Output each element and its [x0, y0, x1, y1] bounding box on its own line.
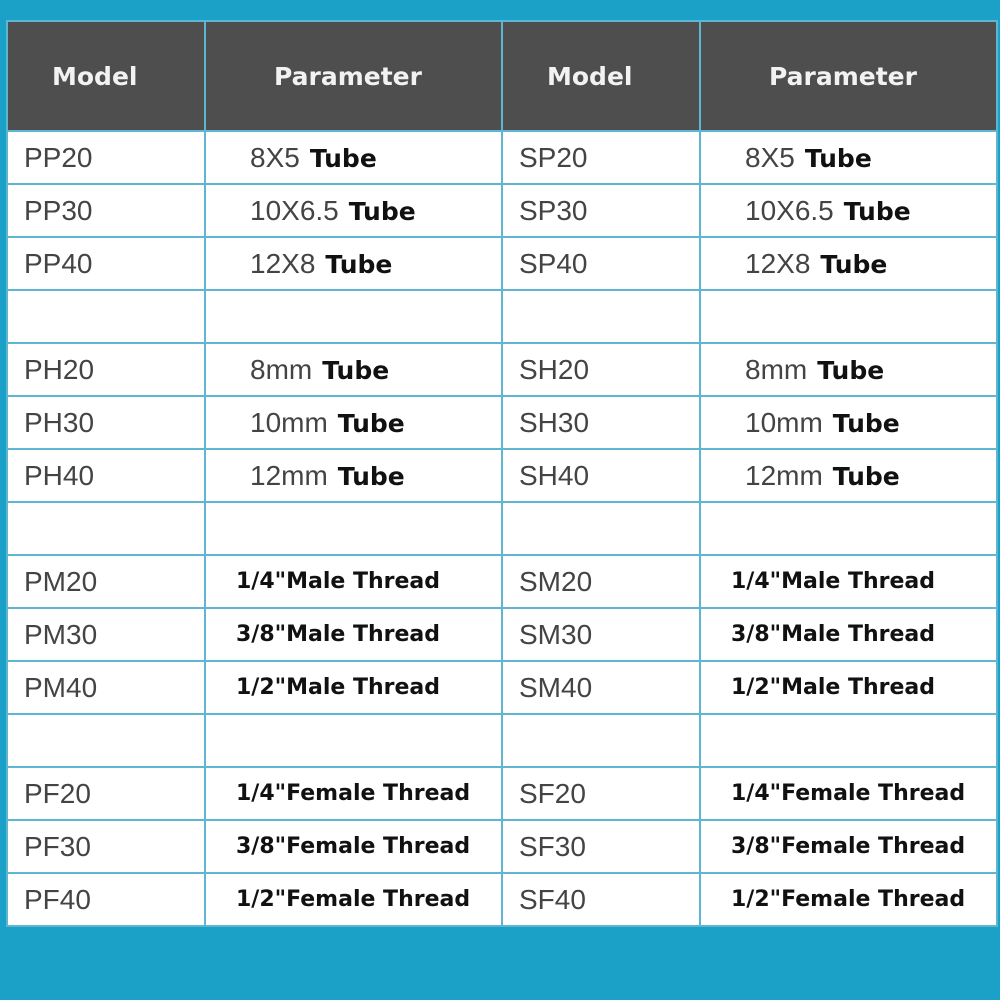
unit-text: Tube — [843, 196, 911, 226]
model-cell: PM30 — [7, 608, 205, 661]
parameter-cell — [700, 184, 997, 237]
parameter-cell — [700, 343, 997, 396]
parameter-cell — [700, 237, 997, 290]
table-row — [7, 555, 997, 608]
table-row — [7, 184, 997, 237]
parameter-cell — [205, 449, 502, 502]
size-text: 10mm — [745, 406, 823, 438]
table-row — [7, 396, 997, 449]
parameter-cell: 1/2"Male Thread — [700, 661, 997, 714]
parameter-cell: 1/4"Female Thread — [700, 767, 997, 820]
unit-text: Tube — [820, 249, 888, 279]
model-cell: PP30 — [7, 184, 205, 237]
parameter-cell — [205, 184, 502, 237]
size-text: 8mm — [250, 353, 313, 385]
size-text: 12mm — [745, 459, 823, 491]
model-cell: SP40 — [502, 237, 700, 290]
size-text: 12X8 — [745, 247, 811, 279]
empty-cell — [7, 714, 205, 767]
table-row — [7, 873, 997, 926]
size-text: 8X5 — [745, 141, 795, 173]
model-cell: SF40 — [502, 873, 700, 926]
size-text: 10X6.5 — [745, 194, 834, 226]
unit-text: Tube — [832, 461, 900, 491]
empty-cell — [700, 290, 997, 343]
model-cell: PF20 — [7, 767, 205, 820]
parameter-cell — [700, 449, 997, 502]
unit-text: Tube — [337, 408, 405, 438]
model-cell: PF30 — [7, 820, 205, 873]
unit-text: Tube — [309, 143, 377, 173]
unit-text: Tube — [804, 143, 872, 173]
parameter-cell — [205, 237, 502, 290]
table-row — [7, 767, 997, 820]
model-cell: PF40 — [7, 873, 205, 926]
model-cell: SP30 — [502, 184, 700, 237]
spacer-row — [7, 502, 997, 555]
table-row — [7, 449, 997, 502]
unit-text: Tube — [337, 461, 405, 491]
size-text: 12mm — [250, 459, 328, 491]
empty-cell — [205, 290, 502, 343]
unit-text: Tube — [322, 355, 390, 385]
model-cell: SP20 — [502, 131, 700, 184]
table-row — [7, 608, 997, 661]
model-cell: PM40 — [7, 661, 205, 714]
parameter-cell: 3/8"Male Thread — [205, 608, 502, 661]
table-row — [7, 820, 997, 873]
parameter-cell — [205, 131, 502, 184]
model-cell: SM30 — [502, 608, 700, 661]
parameter-cell — [205, 343, 502, 396]
unit-text: Tube — [348, 196, 416, 226]
table-header-row — [7, 21, 997, 131]
model-cell: SH20 — [502, 343, 700, 396]
model-cell: SH40 — [502, 449, 700, 502]
table-row — [7, 343, 997, 396]
unit-text: Tube — [832, 408, 900, 438]
parameter-cell — [700, 396, 997, 449]
parameter-cell: 3/8"Female Thread — [700, 820, 997, 873]
unit-text: Tube — [817, 355, 885, 385]
table-row — [7, 661, 997, 714]
size-text: 10mm — [250, 406, 328, 438]
empty-cell — [502, 714, 700, 767]
size-text: 12X8 — [250, 247, 316, 279]
size-text: 8X5 — [250, 141, 300, 173]
spec-table — [6, 20, 998, 927]
header-model-left: Model — [7, 21, 205, 131]
empty-cell — [502, 502, 700, 555]
empty-cell — [7, 502, 205, 555]
model-cell: PH30 — [7, 396, 205, 449]
parameter-cell: 1/2"Male Thread — [205, 661, 502, 714]
model-cell: PH40 — [7, 449, 205, 502]
model-cell: PP40 — [7, 237, 205, 290]
model-cell: PP20 — [7, 131, 205, 184]
table-row — [7, 237, 997, 290]
model-cell: SF30 — [502, 820, 700, 873]
spec-table-frame — [6, 20, 996, 970]
empty-cell — [205, 502, 502, 555]
empty-cell — [700, 714, 997, 767]
model-cell: PH20 — [7, 343, 205, 396]
parameter-cell: 1/4"Male Thread — [700, 555, 997, 608]
empty-cell — [7, 290, 205, 343]
empty-cell — [205, 714, 502, 767]
table-row — [7, 131, 997, 184]
spacer-row — [7, 290, 997, 343]
model-cell: SH30 — [502, 396, 700, 449]
size-text: 8mm — [745, 353, 808, 385]
header-model-right: Model — [502, 21, 700, 131]
model-cell: SM40 — [502, 661, 700, 714]
empty-cell — [700, 502, 997, 555]
spacer-row — [7, 714, 997, 767]
parameter-cell: 3/8"Female Thread — [205, 820, 502, 873]
header-parameter-right: Parameter — [700, 21, 997, 131]
parameter-cell: 1/4"Male Thread — [205, 555, 502, 608]
size-text: 10X6.5 — [250, 194, 339, 226]
header-parameter-left: Parameter — [205, 21, 502, 131]
parameter-cell: 3/8"Male Thread — [700, 608, 997, 661]
parameter-cell — [205, 396, 502, 449]
model-cell: SM20 — [502, 555, 700, 608]
parameter-cell — [700, 131, 997, 184]
parameter-cell: 1/4"Female Thread — [205, 767, 502, 820]
model-cell: SF20 — [502, 767, 700, 820]
unit-text: Tube — [325, 249, 393, 279]
model-cell: PM20 — [7, 555, 205, 608]
empty-cell — [502, 290, 700, 343]
parameter-cell: 1/2"Female Thread — [205, 873, 502, 926]
parameter-cell: 1/2"Female Thread — [700, 873, 997, 926]
